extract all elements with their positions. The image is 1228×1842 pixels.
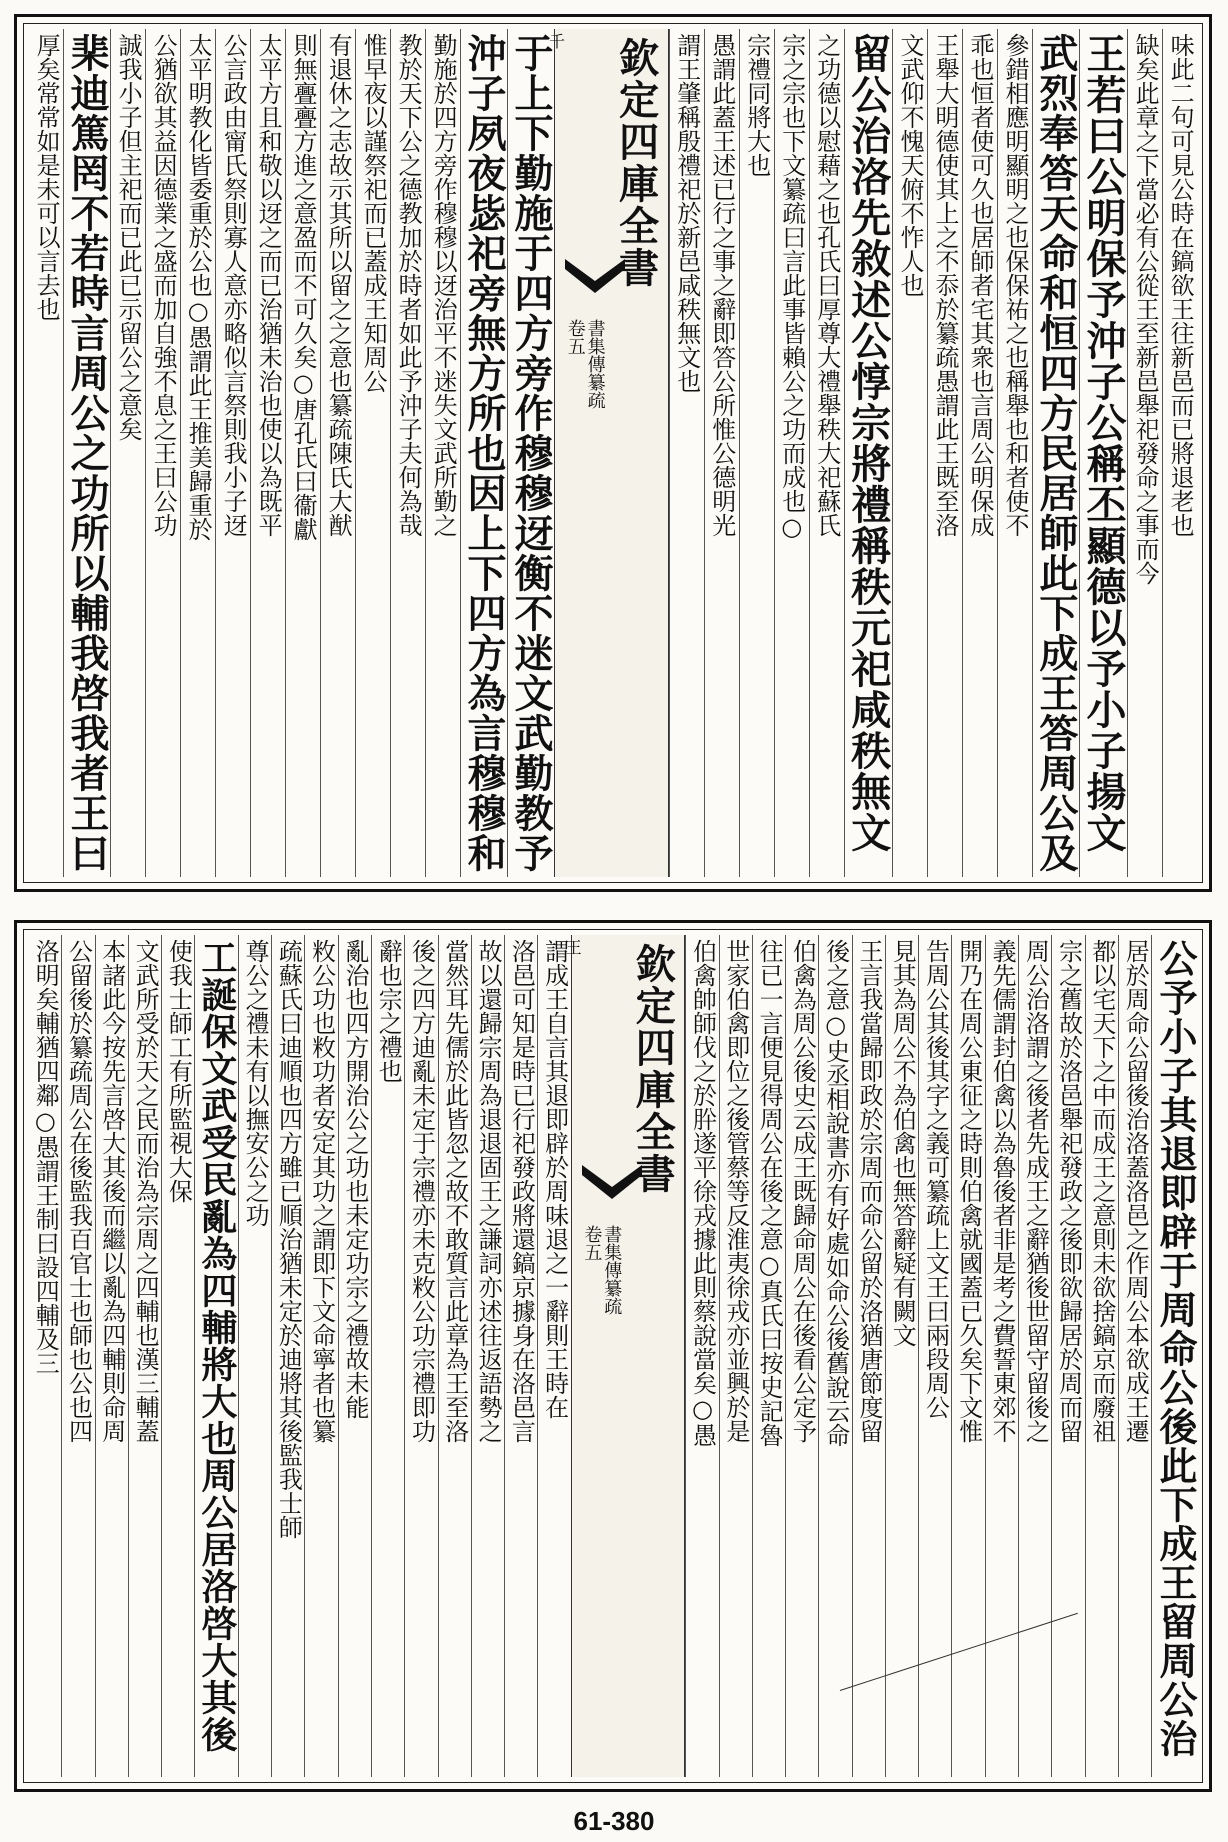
text-column <box>194 935 237 1777</box>
commentary-text-line: 告周公其後其字之義可纂疏上文王曰兩段周公 <box>921 939 950 1419</box>
banner-folio-number: 王 <box>565 938 582 957</box>
commentary-text-line: 太平方且和敬以迓之而已治猶未治也使以為既平 <box>254 33 283 537</box>
text-column <box>271 935 304 1777</box>
commentary-text-line: 勤施於四方旁作穆穆以迓治平不迷失文武所勤之 <box>429 33 458 537</box>
text-column <box>161 935 194 1777</box>
commentary-text-line: 之功德以慰藉之也孔氏曰厚尊大禮舉秩大祀蘇氏 <box>812 33 841 537</box>
text-column <box>927 29 962 877</box>
commentary-text-line: 參錯相應明顯明之也保保祐之也稱舉也和者使不 <box>1000 33 1029 537</box>
text-column <box>1085 935 1118 1777</box>
center-banner <box>548 29 669 877</box>
text-column <box>128 935 161 1777</box>
banner-title: 欽定四庫全書 <box>612 37 660 289</box>
text-column <box>739 29 774 877</box>
banner-side-labels <box>582 935 622 1777</box>
commentary-text-line: 居於周命公留後治洛蓋洛邑之作周公本欲成王遷 <box>1121 939 1150 1443</box>
text-column <box>404 935 437 1777</box>
commentary-text-line: 故以還歸宗周為退退固王之謙詞亦述往返語勢之 <box>474 939 503 1443</box>
commentary-text-line: 文武仰不愧天俯不怍人也 <box>895 33 924 297</box>
commentary-text-line: 周公治洛謂之後者先成王之辭猶後世留守留後之 <box>1021 939 1050 1443</box>
main-text-line: 留公治洛先敘述公惇宗將禮稱秩元祀咸秩無文 <box>844 33 892 853</box>
main-text-line: 于上下勤施于四方旁作穆穆迓衡不迷文武勤教予 <box>508 33 554 873</box>
text-column <box>1151 935 1197 1777</box>
banner-folio-number: 千 <box>548 32 565 51</box>
commentary-text-line: 味此二句可見公時在鎬欲王往新邑而已將退老也 <box>1166 33 1195 537</box>
text-column <box>320 29 355 877</box>
text-column <box>918 935 951 1777</box>
commentary-text-line: 愚謂此蓋王述已行之事之辭即答公所惟公德明光 <box>707 33 736 537</box>
text-column <box>818 935 851 1777</box>
commentary-text-line: 王舉大明德使其上之不忝於纂疏愚謂此王既至洛 <box>930 33 959 537</box>
commentary-text-line: 缺矣此章之下當必有公從王至新邑舉祀發命之事而今 <box>1131 33 1160 585</box>
text-column <box>285 29 320 877</box>
commentary-text-line: 宗禮同將大也 <box>742 33 771 177</box>
commentary-text-line: 厚矣常常如是未可以言去也 <box>32 33 61 321</box>
text-column <box>1051 935 1084 1777</box>
text-column <box>997 29 1032 877</box>
text-column <box>809 29 844 877</box>
commentary-text-line: 文武所受於天之民而治為宗周之四輔也漢三輔蓋 <box>131 939 160 1443</box>
commentary-text-line: 洛邑可知是時已行祀發政將還鎬京據身在洛邑言 <box>507 939 536 1443</box>
text-column <box>250 29 285 877</box>
commentary-text-line: 敉公功也敉功者安定其功之謂即下文命寧者也纂 <box>307 939 336 1443</box>
text-column <box>892 29 927 877</box>
text-column <box>215 29 250 877</box>
commentary-text-line: 後之意○史丞相說書亦有好處如命公後舊說云命 <box>821 939 850 1447</box>
commentary-text-line: 尊公之禮未有以撫安公之功 <box>241 939 270 1227</box>
text-column <box>425 29 460 877</box>
commentary-text-line: 誠我小子但主祀而已此已示留公之意矣 <box>114 33 143 441</box>
text-column <box>752 935 785 1777</box>
text-column <box>338 935 371 1777</box>
commentary-text-line: 太平明教化皆委重於公也○愚謂此王推美歸重於 <box>184 33 213 541</box>
commentary-text-line: 疏蘇氏曰迪順也四方雖已順治猶未定於迪將其後監我士師 <box>274 939 303 1539</box>
text-column <box>63 29 110 877</box>
text-column <box>951 935 984 1777</box>
text-column <box>29 935 61 1777</box>
page-number: 61-380 <box>573 1806 655 1836</box>
commentary-text-line: 宗之宗也下文纂疏曰言此事皆賴公之功而成也○ <box>777 33 806 541</box>
text-column <box>238 935 271 1777</box>
commentary-text-line: 謂成王自言其退即辟於周味退之一辭則王時在 <box>540 939 569 1419</box>
commentary-text-line: 有退休之志故示其所以留之之意也纂疏陳氏大猷 <box>324 33 353 537</box>
text-column <box>852 935 885 1777</box>
banner-side-labels <box>565 29 605 877</box>
text-column <box>460 29 507 877</box>
text-column <box>29 29 63 877</box>
commentary-text-line: 教於天下公之德教加於時者如此予沖子夫何為哉 <box>394 33 423 537</box>
commentary-text-line: 亂治也四方開治公之功也未定功宗之禮故未能 <box>340 939 369 1419</box>
commentary-text-line: 辭也宗之禮也 <box>374 939 403 1083</box>
commentary-text-line: 都以宅天下之中而成王之意則未欲捨鎬京而廢祖 <box>1087 939 1116 1443</box>
upper-page <box>14 14 1212 892</box>
text-column <box>507 29 554 877</box>
text-column <box>145 29 180 877</box>
commentary-text-line: 義先儒謂封伯禽以為魯後者非是考之費誓東郊不 <box>988 939 1017 1443</box>
main-text-line: 武烈奉答天命和恒四方民居師此下成王答周公及 <box>1032 33 1079 873</box>
commentary-text-line: 王言我當歸即政於宗周而命公留於洛猶唐節度留 <box>854 939 883 1443</box>
text-column <box>719 935 752 1777</box>
commentary-text-line: 使我士師工有所監視大保 <box>164 939 193 1203</box>
lower-page <box>14 920 1212 1792</box>
text-column <box>355 29 390 877</box>
text-column <box>1018 935 1051 1777</box>
text-column <box>371 935 404 1777</box>
commentary-text-line: 見其為周公不為伯禽也無答辭疑有闕文 <box>888 939 917 1347</box>
text-column <box>180 29 215 877</box>
banner-volume: 卷五 <box>564 319 586 355</box>
commentary-text-line: 洛明矣輔猶四鄰○愚謂王制曰設四輔及三 <box>31 939 60 1375</box>
text-column <box>669 29 704 877</box>
text-column <box>962 29 997 877</box>
banner-title: 欽定四庫全書 <box>629 943 677 1195</box>
text-column <box>1127 29 1162 877</box>
commentary-text-line: 惟早夜以謹祭祀而已蓋成王知周公 <box>359 33 388 393</box>
commentary-text-line: 宗之舊故於洛邑舉祀發政之後即欲歸居於周而留 <box>1054 939 1083 1443</box>
text-column <box>438 935 471 1777</box>
text-column <box>1162 29 1197 877</box>
commentary-text-line: 公言政由甯氏祭則寡人意亦略似言祭則我小子迓 <box>219 33 248 537</box>
commentary-text-line: 後之四方迪亂未定于宗禮亦未克敉公功宗禮即功 <box>407 939 436 1443</box>
commentary-text-line: 伯禽為周公後史云成王既歸命周公在後看公定予 <box>788 939 817 1443</box>
main-text-line: 公予小子其退即辟于周命公後此下成王留周公治 <box>1153 939 1198 1758</box>
text-column <box>885 935 918 1777</box>
commentary-text-line: 開乃在周公東征之時則伯禽就國蓋已久矣下文惟 <box>954 939 983 1443</box>
text-column <box>1079 29 1127 877</box>
lower-page-columns <box>29 935 1197 1777</box>
banner-title-band <box>621 935 684 1777</box>
text-column <box>1118 935 1151 1777</box>
commentary-text-line: 本諸此今按先言啓大其後而繼以亂為四輔則命周 <box>97 939 126 1443</box>
text-column <box>61 935 94 1777</box>
fish-tail-ornament-icon <box>565 259 625 295</box>
banner-book-title: 書集傳纂疏 <box>584 319 606 409</box>
banner-volume: 卷五 <box>581 1225 603 1261</box>
text-column <box>774 29 809 877</box>
text-column <box>504 935 537 1777</box>
text-column <box>304 935 337 1777</box>
text-column <box>471 935 504 1777</box>
banner-title-band <box>605 29 668 877</box>
text-column <box>390 29 425 877</box>
text-column <box>785 935 818 1777</box>
center-banner <box>565 935 686 1777</box>
main-text-line: 工誕保文武受民亂為四輔將大也周公居洛啓大其後 <box>195 939 238 1753</box>
commentary-text-line: 往已一言便見得周公在後之意○真氏曰按史記魯 <box>755 939 784 1447</box>
main-text-line: 棐迪篤罔不若時言周公之功所以輔我啓我者王曰 <box>63 33 110 873</box>
text-column <box>1032 29 1079 877</box>
banner-book-title: 書集傳纂疏 <box>601 1225 623 1315</box>
main-text-line: 王若曰公明保予沖子公稱丕顯德以予小子揚文 <box>1080 33 1127 853</box>
text-column <box>844 29 892 877</box>
text-column <box>985 935 1018 1777</box>
commentary-text-line: 謂王肇稱殷禮祀於新邑咸秩無文也 <box>672 33 701 393</box>
upper-page-columns <box>29 29 1197 877</box>
fish-tail-ornament-icon <box>582 1165 642 1201</box>
commentary-text-line: 當然耳先儒於此皆忽之故不敢質言此章為王至洛 <box>440 939 469 1443</box>
text-column <box>685 935 718 1777</box>
commentary-text-line: 伯禽帥師伐之於肸遂平徐戎據此則蔡說當矣○愚 <box>688 939 717 1447</box>
main-text-line: 沖子夙夜毖祀旁無方所也因上下四方為言穆穆和 <box>460 33 507 873</box>
commentary-text-line: 則無亹亹方進之意盈而不可久矣○唐孔氏曰衞獻 <box>289 33 318 541</box>
text-column <box>704 29 739 877</box>
commentary-text-line: 世家伯禽即位之後管蔡等反淮夷徐戎亦並興於是 <box>721 939 750 1443</box>
commentary-text-line: 公留後於纂疏周公在後監我百官士也師也公也四 <box>64 939 93 1443</box>
commentary-text-line: 乖也恒者使可久也居師者宅其衆也言周公明保成 <box>965 33 994 537</box>
text-column <box>95 935 128 1777</box>
commentary-text-line: 公猶欲其益因德業之盛而加自強不息之王曰公功 <box>149 33 178 537</box>
text-column <box>110 29 145 877</box>
